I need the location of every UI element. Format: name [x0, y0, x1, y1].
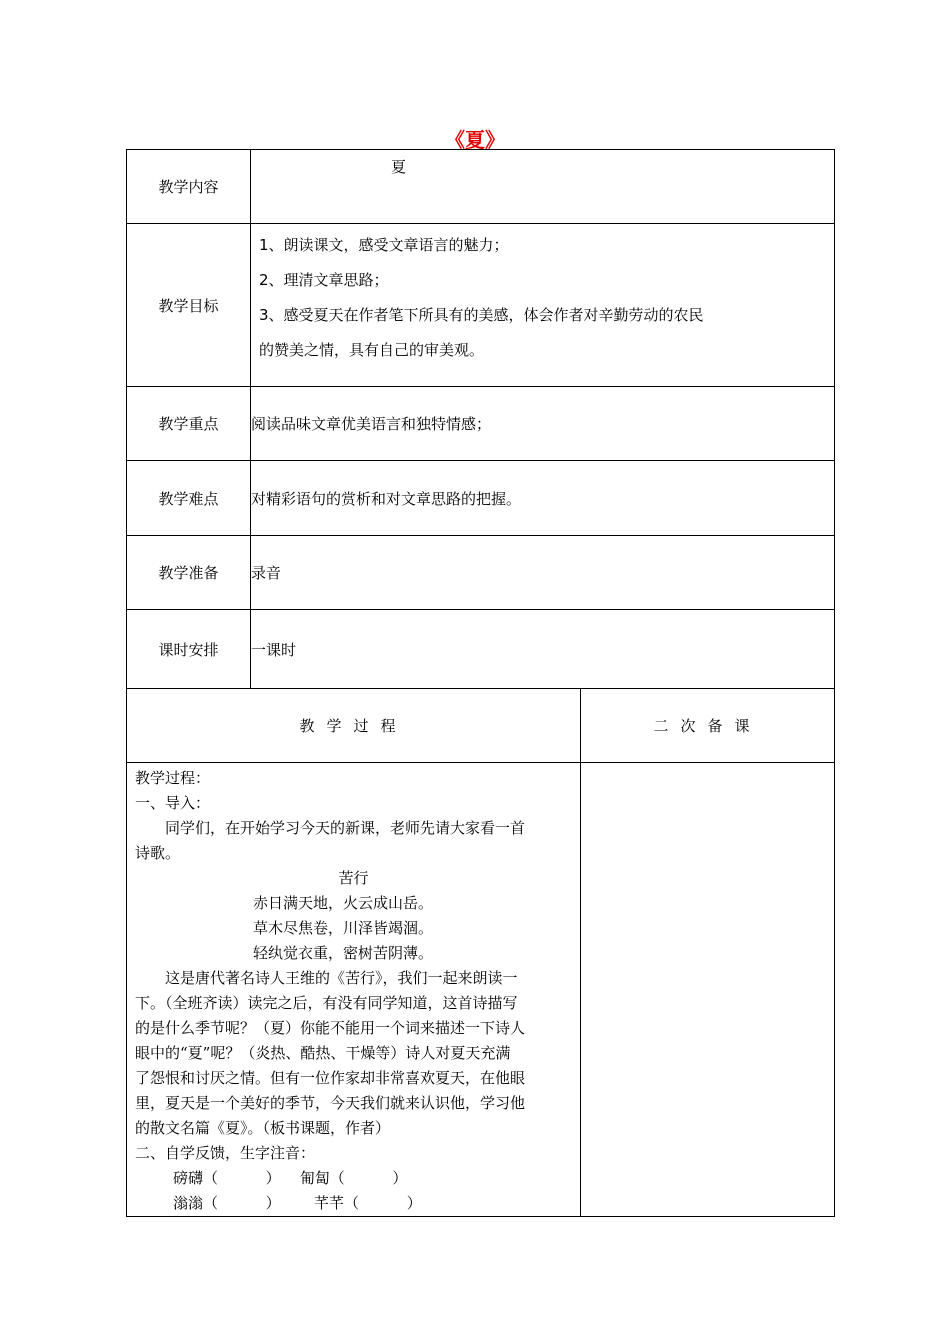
goal-item: 1、朗读课文，感受文章语言的魅力；	[259, 236, 509, 254]
header-secondary-prep: 二次备课	[581, 689, 835, 763]
label-difficulty: 教学难点	[127, 461, 251, 536]
value-difficulty: 对精彩语句的赏析和对文章思路的把握。	[251, 461, 835, 536]
label-key: 教学重点	[127, 387, 251, 461]
paragraph-line: 的散文名篇《夏》。（板书课题，作者）	[135, 1119, 391, 1137]
section-heading: 二、自学反馈，生字注音：	[135, 1144, 316, 1162]
row-process-body	[127, 763, 835, 1217]
paragraph-line: 了怨恨和讨厌之情。但有一位作家却非常喜欢夏天，在他眼	[135, 1069, 526, 1087]
value-content: 夏	[251, 150, 835, 224]
label-prep: 教学准备	[127, 536, 251, 610]
row-difficulty	[127, 461, 835, 536]
pinyin-line: 滃滃（ ） 芊芊（ ）	[173, 1194, 422, 1212]
row-prep	[127, 536, 835, 610]
row-content	[127, 150, 835, 224]
label-goals: 教学目标	[127, 224, 251, 387]
value-key: 阅读品味文章优美语言和独特情感；	[251, 387, 835, 461]
secondary-prep-content	[581, 763, 835, 1217]
goal-item: 2、理清文章思路；	[259, 271, 389, 289]
poem-line: 赤日满天地，火云成山岳。	[253, 894, 434, 912]
label-content: 教学内容	[127, 150, 251, 224]
paragraph-line: 的是什么季节呢？（夏）你能不能用一个词来描述一下诗人	[135, 1019, 526, 1037]
process-heading: 教学过程：	[135, 769, 211, 787]
paragraph-line: 眼中的“夏”呢？（炎热、酷热、干燥等）诗人对夏天充满	[135, 1044, 511, 1062]
poem-line: 轻纨觉衣重，密树苦阴薄。	[253, 944, 434, 962]
row-process-header	[127, 689, 835, 763]
pinyin-line: 磅礴（ ） 匍匐（ ）	[173, 1169, 408, 1187]
value-goals	[251, 224, 835, 387]
value-prep: 录音	[251, 536, 835, 610]
row-schedule	[127, 610, 835, 689]
lesson-plan-table	[126, 149, 835, 1217]
section-heading: 一、导入：	[135, 794, 211, 812]
paragraph-line: 诗歌。	[135, 844, 181, 862]
goal-item: 3、感受夏天在作者笔下所具有的美感，体会作者对辛勤劳动的农民	[259, 306, 704, 324]
paragraph-line: 同学们，在开始学习今天的新课，老师先请大家看一首	[165, 819, 526, 837]
value-schedule: 一课时	[251, 610, 835, 689]
row-key	[127, 387, 835, 461]
document-title: 《夏》	[445, 128, 505, 152]
poem-line: 草木尽焦卷，川泽皆竭涸。	[253, 919, 434, 937]
paragraph-line: 这是唐代著名诗人王维的《苦行》，我们一起来朗读一	[165, 969, 518, 987]
poem-title: 苦行	[338, 869, 369, 887]
row-goals	[127, 224, 835, 387]
header-process: 教学过程	[127, 689, 581, 763]
label-schedule: 课时安排	[127, 610, 251, 689]
paragraph-line: 下。（全班齐读）读完之后，有没有同学知道，这首诗描写	[135, 994, 518, 1012]
process-content	[127, 763, 581, 1217]
paragraph-line: 里，夏天是一个美好的季节，今天我们就来认识他，学习他	[135, 1094, 526, 1112]
goal-item: 的赞美之情，具有自己的审美观。	[259, 341, 485, 359]
